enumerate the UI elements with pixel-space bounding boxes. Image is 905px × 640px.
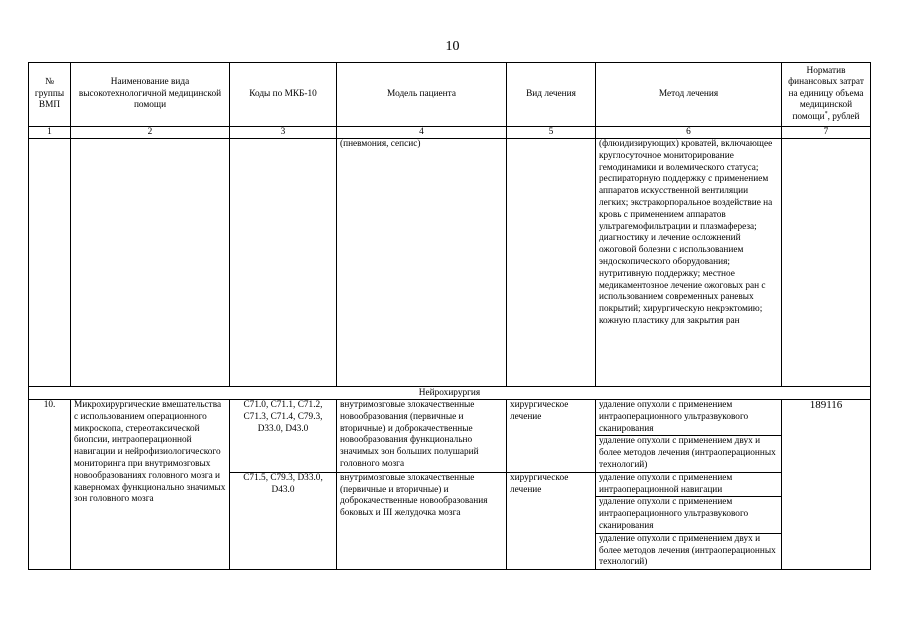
group-number: 10. <box>29 400 71 570</box>
footnote-mark: * <box>824 110 828 117</box>
treatment-method: удаление опухоли с применением двух и более методов лечения (интраоперационных технологий) <box>596 533 782 569</box>
continuation-row <box>29 139 871 387</box>
cost-value: 189116 <box>782 400 871 570</box>
column-number: 1 <box>29 127 71 139</box>
treatment-method: удаление опухоли с применением интраоперационного ультразвукового сканирования <box>596 497 782 533</box>
column-number: 3 <box>230 127 337 139</box>
header-group: № группы ВМП <box>29 63 71 127</box>
group-name: Микрохирургические вмешательства с использованием операционного микроскопа, стереотаксической биопсии, интраоперационной навигации и нейрофизиологического мониторинга при внутримозговых новообразованиях головного мозга и каверномах функционально значимых зон головного мозга <box>71 400 230 570</box>
page-number: 10 <box>445 39 460 54</box>
icd-codes: C71.5, C79.3, D33.0, D43.0 <box>230 472 337 569</box>
continuation-method: (флюидизирующих) кроватей, включающее круглосуточное мониторирование гемодинамики и волемического статуса; респираторную поддержку с применением аппаратов искусственной вентиляции легких; экстракорпоральное воздействие на кровь с применением аппаратов ультрагемофильтрации и плазмафереза; диагностику и лечение осложнений ожоговой болезни с использованием эндоскопического оборудования; нутритивную поддержку; местное медикаментозное лечение ожоговых ран с использованием современных раневых покрытий; хирургическую некрэктомию; кожную пластику для закрытия ран <box>596 139 782 387</box>
column-number: 7 <box>782 127 871 139</box>
header-codes: Коды по МКБ-10 <box>230 63 337 127</box>
column-number: 6 <box>596 127 782 139</box>
column-number: 4 <box>337 127 507 139</box>
column-number-row <box>29 127 871 139</box>
treatment-method: удаление опухоли с применением интраоперационной навигации <box>596 472 782 497</box>
header-cost <box>782 63 871 127</box>
treatment-type: хирургическое лечение <box>507 472 596 569</box>
patient-model: внутримозговые злокачественные новообразования (первичные и вторичные) и доброкачественные новообразования функционально значимых зон больших полушарий головного мозга <box>337 400 507 473</box>
header-model: Модель пациента <box>337 63 507 127</box>
header-cost-main: Норматив финансовых затрат на единицу объема медицинской помощи <box>788 65 864 122</box>
section-row <box>29 387 871 400</box>
header-row <box>29 63 871 127</box>
header-cost-tail: , рублей <box>827 111 860 122</box>
icd-codes: C71.0, C71.1, C71.2, C71.3, C71.4, C79.3, D33.0, D43.0 <box>230 400 337 473</box>
header-name: Наименование вида высокотехнологичной медицинской помощи <box>71 63 230 127</box>
treatment-method: удаление опухоли с применением интраоперационного ультразвукового сканирования <box>596 400 782 436</box>
group10-row-a <box>29 400 871 436</box>
header-method: Метод лечения <box>596 63 782 127</box>
continuation-model: (пневмония, сепсис) <box>337 139 507 387</box>
patient-model: внутримозговые злокачественные (первичные и вторичные) и доброкачественные новообразования боковых и III желудочка мозга <box>337 472 507 569</box>
vmp-table <box>28 62 871 570</box>
treatment-type: хирургическое лечение <box>507 400 596 473</box>
section-title: Нейрохирургия <box>29 387 871 400</box>
column-number: 2 <box>71 127 230 139</box>
column-number: 5 <box>507 127 596 139</box>
header-treatment-type: Вид лечения <box>507 63 596 127</box>
treatment-method: удаление опухоли с применением двух и более методов лечения (интраоперационных технологий) <box>596 436 782 472</box>
